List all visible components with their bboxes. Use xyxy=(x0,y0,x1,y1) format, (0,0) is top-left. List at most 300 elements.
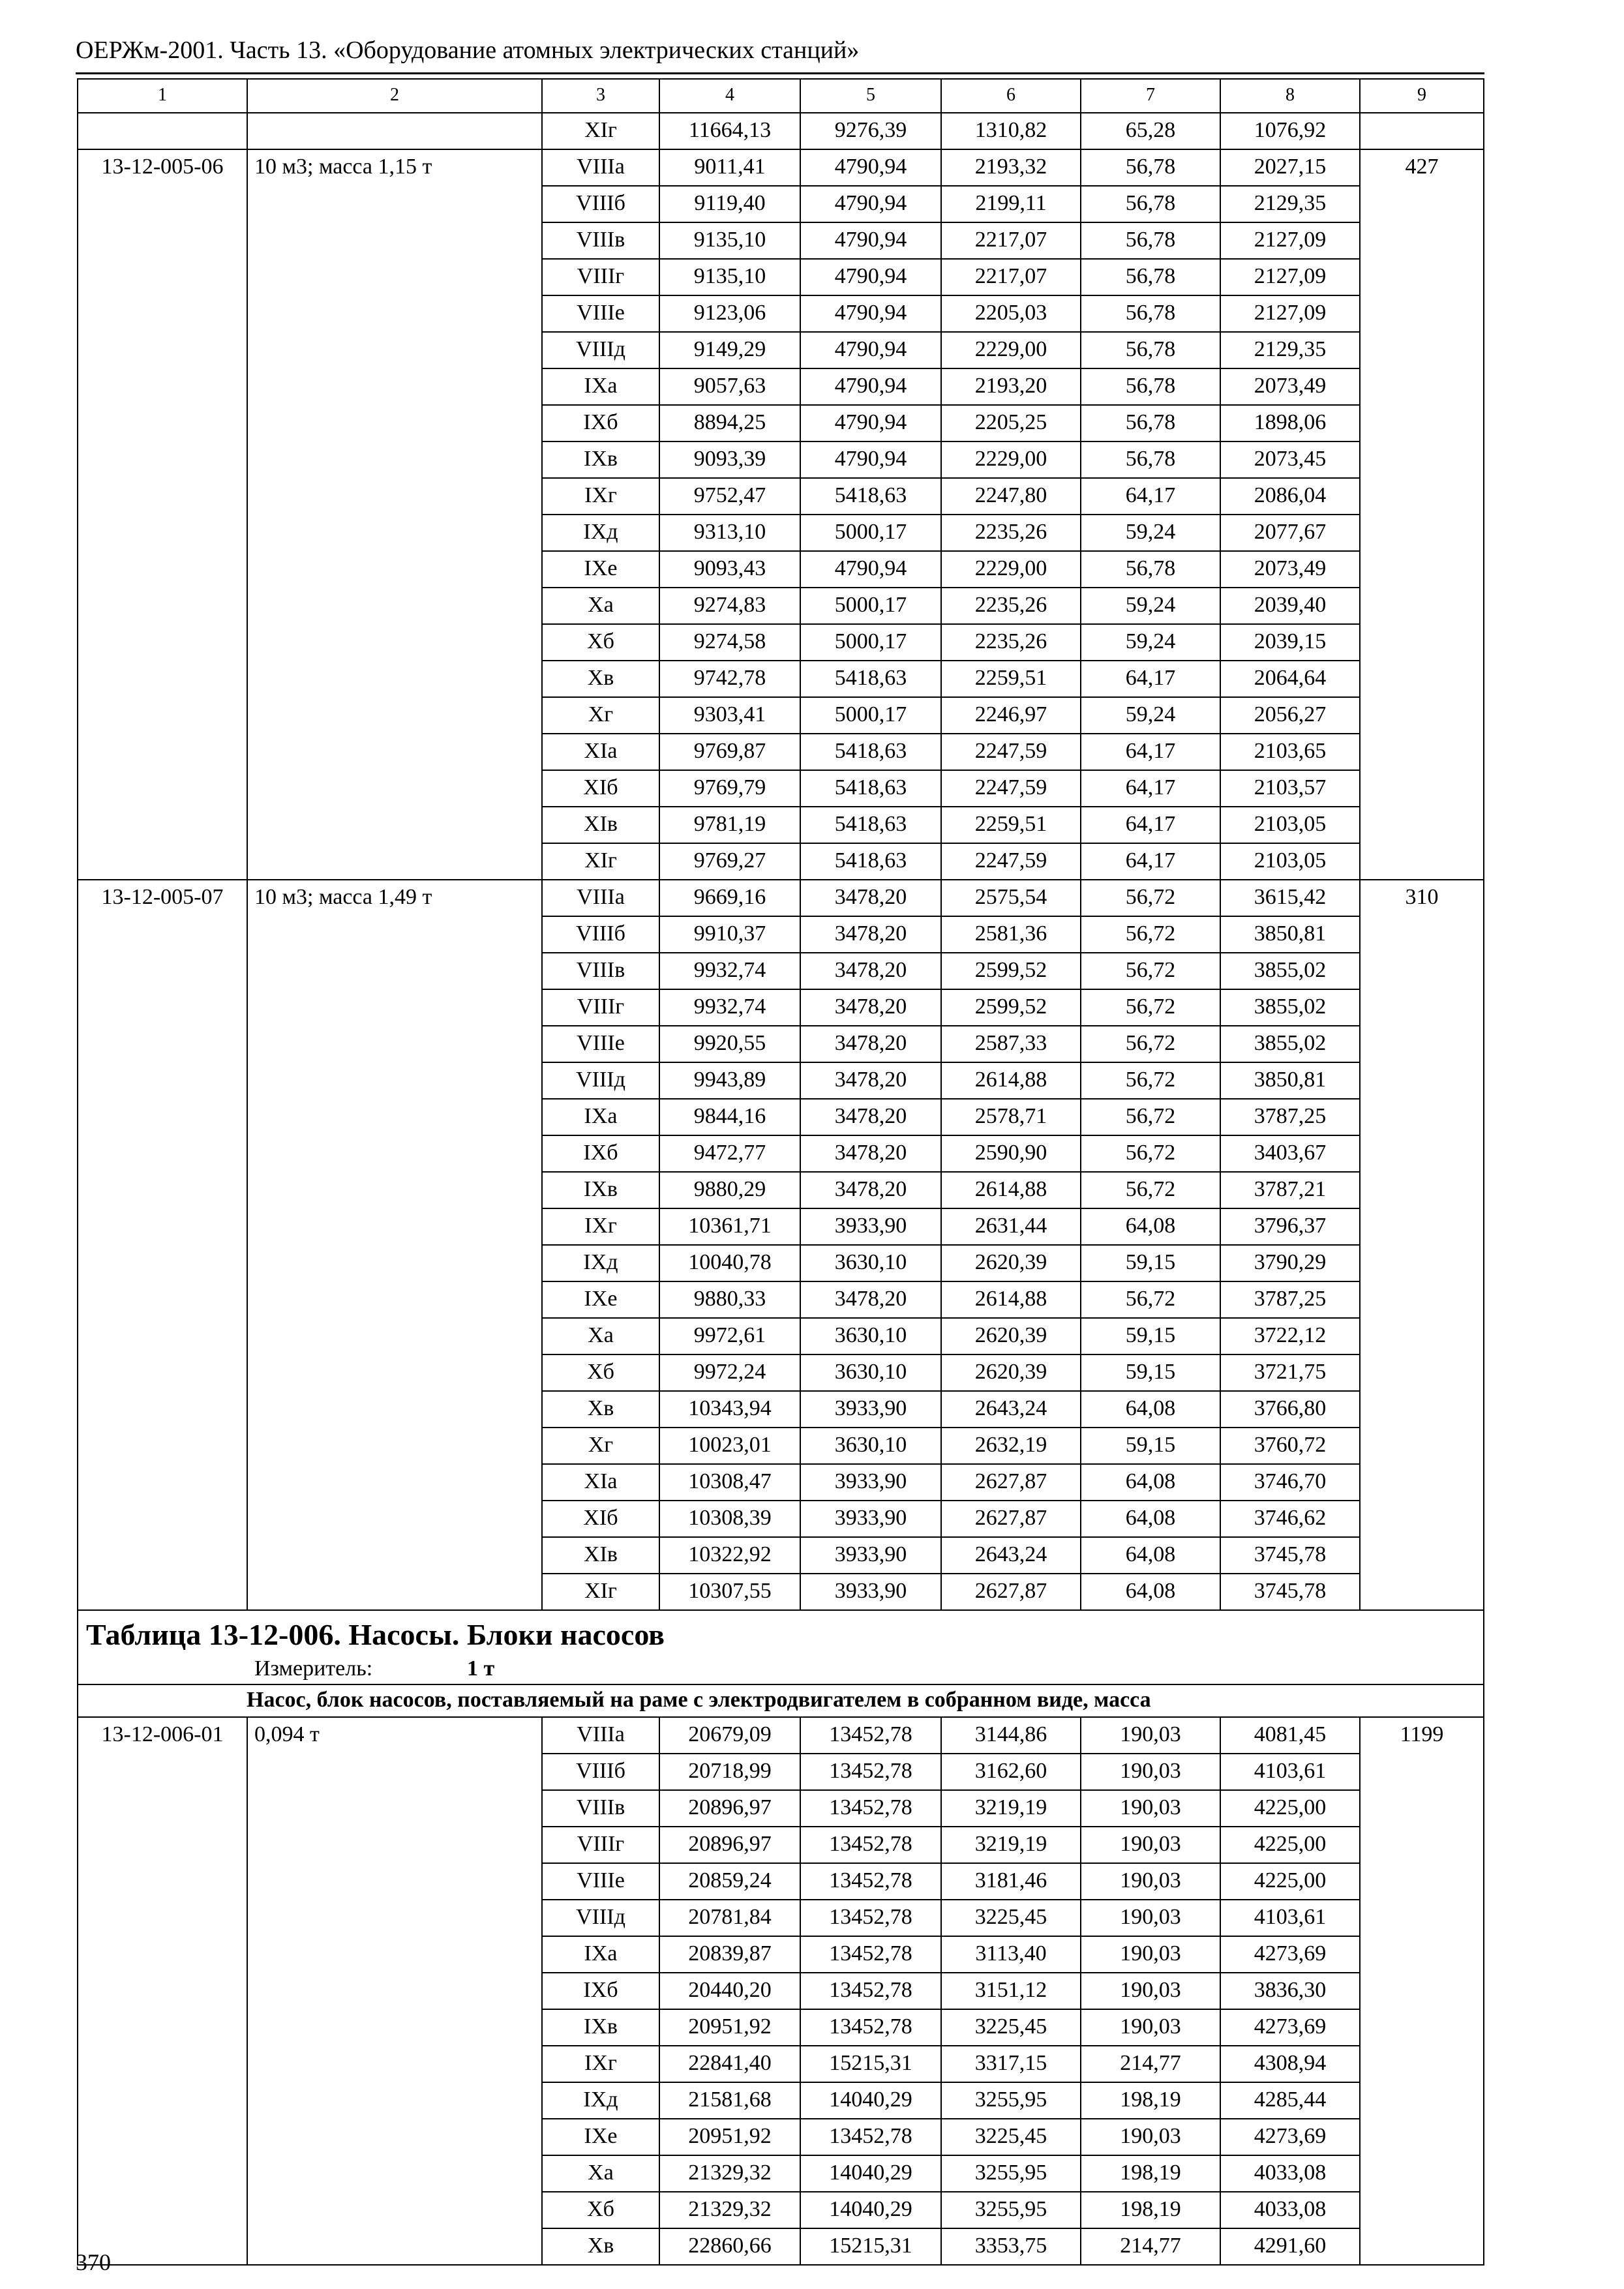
value-cell: 56,78 xyxy=(1081,186,1220,222)
value-cell: 64,17 xyxy=(1081,770,1220,807)
value-cell: 2235,26 xyxy=(941,515,1081,551)
value-cell: 9303,41 xyxy=(659,697,800,734)
value-cell: 4291,60 xyxy=(1220,2228,1360,2265)
value-cell: 9742,78 xyxy=(659,661,800,697)
value-cell: 2193,20 xyxy=(941,368,1081,405)
empty-cell xyxy=(1360,113,1484,149)
value-cell: 2027,15 xyxy=(1220,149,1360,186)
value-cell: 3478,20 xyxy=(800,1135,941,1172)
value-cell: 9752,47 xyxy=(659,478,800,515)
value-cell: 59,15 xyxy=(1081,1318,1220,1354)
value-cell: 5000,17 xyxy=(800,624,941,661)
value-cell: 2620,39 xyxy=(941,1318,1081,1354)
zone-cell: Xв xyxy=(542,661,659,697)
column-number: 9 xyxy=(1360,79,1484,113)
value-cell: 9769,27 xyxy=(659,843,800,880)
value-cell: 20951,92 xyxy=(659,2119,800,2155)
value-cell: 9910,37 xyxy=(659,916,800,953)
value-cell: 2039,40 xyxy=(1220,588,1360,624)
value-cell: 5000,17 xyxy=(800,588,941,624)
unit-line xyxy=(86,1654,1475,1684)
zone-cell: Xг xyxy=(542,1428,659,1464)
value-cell: 9943,89 xyxy=(659,1062,800,1099)
value-cell: 59,15 xyxy=(1081,1354,1220,1391)
value-cell: 190,03 xyxy=(1081,1754,1220,1790)
zone-cell: VIIIд xyxy=(542,332,659,368)
value-cell: 2632,19 xyxy=(941,1428,1081,1464)
zone-cell: VIIIе xyxy=(542,1863,659,1900)
value-cell: 10308,39 xyxy=(659,1501,800,1537)
value-cell: 20679,09 xyxy=(659,1717,800,1754)
value-cell: 2587,33 xyxy=(941,1026,1081,1062)
value-cell: 4790,94 xyxy=(800,551,941,588)
value-cell: 13452,78 xyxy=(800,1790,941,1827)
value-cell: 56,72 xyxy=(1081,953,1220,989)
value-cell: 14040,29 xyxy=(800,2192,941,2228)
rates-table xyxy=(77,78,1484,2266)
value-cell: 4285,44 xyxy=(1220,2082,1360,2119)
value-cell: 3219,19 xyxy=(941,1790,1081,1827)
value-cell: 9972,61 xyxy=(659,1318,800,1354)
value-cell: 9274,83 xyxy=(659,588,800,624)
value-cell: 4790,94 xyxy=(800,332,941,368)
value-cell: 8894,25 xyxy=(659,405,800,441)
value-cell: 214,77 xyxy=(1081,2228,1220,2265)
value-cell: 190,03 xyxy=(1081,2119,1220,2155)
value-cell: 3255,95 xyxy=(941,2192,1081,2228)
value-cell: 2103,05 xyxy=(1220,843,1360,880)
value-cell: 2578,71 xyxy=(941,1099,1081,1135)
value-cell: 2631,44 xyxy=(941,1208,1081,1245)
value-cell: 56,72 xyxy=(1081,916,1220,953)
zone-cell: IXд xyxy=(542,515,659,551)
value-cell: 3225,45 xyxy=(941,1900,1081,1936)
value-cell: 10322,92 xyxy=(659,1537,800,1574)
value-cell: 2229,00 xyxy=(941,332,1081,368)
value-cell: 2620,39 xyxy=(941,1245,1081,1281)
value-cell: 9472,77 xyxy=(659,1135,800,1172)
zone-cell: VIIIд xyxy=(542,1900,659,1936)
value-cell: 2103,57 xyxy=(1220,770,1360,807)
column-9-value: 1199 xyxy=(1360,1717,1484,2265)
value-cell: 3745,78 xyxy=(1220,1574,1360,1610)
value-cell: 2127,09 xyxy=(1220,222,1360,259)
value-cell: 9276,39 xyxy=(800,113,941,149)
value-cell: 2129,35 xyxy=(1220,332,1360,368)
value-cell: 56,72 xyxy=(1081,1099,1220,1135)
value-cell: 13452,78 xyxy=(800,1900,941,1936)
value-cell: 9920,55 xyxy=(659,1026,800,1062)
value-cell: 9149,29 xyxy=(659,332,800,368)
value-cell: 2581,36 xyxy=(941,916,1081,953)
table-title: Таблица 13-12-006. Насосы. Блоки насосов xyxy=(86,1618,665,1651)
value-cell: 13452,78 xyxy=(800,2119,941,2155)
value-cell: 2205,25 xyxy=(941,405,1081,441)
value-cell: 3855,02 xyxy=(1220,953,1360,989)
value-cell: 59,15 xyxy=(1081,1428,1220,1464)
zone-cell: VIIIб xyxy=(542,1754,659,1790)
zone-cell: Xа xyxy=(542,1318,659,1354)
value-cell: 9313,10 xyxy=(659,515,800,551)
value-cell: 56,72 xyxy=(1081,989,1220,1026)
value-cell: 20951,92 xyxy=(659,2009,800,2046)
value-cell: 56,78 xyxy=(1081,259,1220,295)
value-cell: 13452,78 xyxy=(800,1863,941,1900)
value-cell: 9135,10 xyxy=(659,259,800,295)
value-cell: 2627,87 xyxy=(941,1574,1081,1610)
value-cell: 3225,45 xyxy=(941,2009,1081,2046)
value-cell: 20896,97 xyxy=(659,1827,800,1863)
column-9-value: 427 xyxy=(1360,149,1484,880)
value-cell: 2235,26 xyxy=(941,588,1081,624)
empty-cell xyxy=(78,113,247,149)
value-cell: 9880,29 xyxy=(659,1172,800,1208)
value-cell: 59,15 xyxy=(1081,1245,1220,1281)
value-cell: 4225,00 xyxy=(1220,1827,1360,1863)
value-cell: 3630,10 xyxy=(800,1245,941,1281)
unit-label: Измеритель: xyxy=(254,1656,373,1681)
value-cell: 3317,15 xyxy=(941,2046,1081,2082)
zone-cell: IXд xyxy=(542,1245,659,1281)
value-cell: 64,17 xyxy=(1081,661,1220,697)
column-number-row xyxy=(78,79,1484,113)
value-cell: 2575,54 xyxy=(941,880,1081,916)
value-cell: 190,03 xyxy=(1081,1973,1220,2009)
zone-cell: XIв xyxy=(542,807,659,843)
value-cell: 9274,58 xyxy=(659,624,800,661)
column-number: 3 xyxy=(542,79,659,113)
value-cell: 59,24 xyxy=(1081,515,1220,551)
value-cell: 2247,80 xyxy=(941,478,1081,515)
value-cell: 2643,24 xyxy=(941,1537,1081,1574)
value-cell: 2039,15 xyxy=(1220,624,1360,661)
value-cell: 15215,31 xyxy=(800,2046,941,2082)
value-cell: 9011,41 xyxy=(659,149,800,186)
value-cell: 3855,02 xyxy=(1220,989,1360,1026)
value-cell: 4033,08 xyxy=(1220,2155,1360,2192)
value-cell: 2199,11 xyxy=(941,186,1081,222)
value-cell: 9119,40 xyxy=(659,186,800,222)
value-cell: 3855,02 xyxy=(1220,1026,1360,1062)
section-title-cell xyxy=(78,1610,1484,1684)
value-cell: 56,78 xyxy=(1081,551,1220,588)
value-cell: 3850,81 xyxy=(1220,916,1360,953)
zone-cell: IXа xyxy=(542,368,659,405)
value-cell: 3746,62 xyxy=(1220,1501,1360,1537)
value-cell: 5418,63 xyxy=(800,770,941,807)
value-cell: 13452,78 xyxy=(800,1827,941,1863)
value-cell: 56,78 xyxy=(1081,441,1220,478)
value-cell: 14040,29 xyxy=(800,2082,941,2119)
zone-cell: IXб xyxy=(542,1973,659,2009)
section-title-row xyxy=(78,1610,1484,1684)
value-cell: 21329,32 xyxy=(659,2192,800,2228)
zone-cell: VIIIа xyxy=(542,1717,659,1754)
value-cell: 4273,69 xyxy=(1220,2009,1360,2046)
zone-cell: VIIIе xyxy=(542,295,659,332)
column-number: 8 xyxy=(1220,79,1360,113)
value-cell: 3478,20 xyxy=(800,916,941,953)
value-cell: 2103,65 xyxy=(1220,734,1360,770)
value-cell: 4790,94 xyxy=(800,441,941,478)
value-cell: 3722,12 xyxy=(1220,1318,1360,1354)
value-cell: 3478,20 xyxy=(800,1281,941,1318)
value-cell: 2193,32 xyxy=(941,149,1081,186)
value-cell: 3219,19 xyxy=(941,1827,1081,1863)
value-cell: 4308,94 xyxy=(1220,2046,1360,2082)
zone-cell: IXг xyxy=(542,1208,659,1245)
value-cell: 56,72 xyxy=(1081,1172,1220,1208)
value-cell: 3615,42 xyxy=(1220,880,1360,916)
zone-cell: Xа xyxy=(542,2155,659,2192)
value-cell: 4081,45 xyxy=(1220,1717,1360,1754)
value-cell: 2246,97 xyxy=(941,697,1081,734)
value-cell: 2127,09 xyxy=(1220,259,1360,295)
value-cell: 4790,94 xyxy=(800,222,941,259)
value-cell: 13452,78 xyxy=(800,1973,941,2009)
value-cell: 3478,20 xyxy=(800,989,941,1026)
value-cell: 9093,43 xyxy=(659,551,800,588)
value-cell: 4225,00 xyxy=(1220,1863,1360,1900)
column-number: 2 xyxy=(247,79,542,113)
value-cell: 190,03 xyxy=(1081,1790,1220,1827)
value-cell: 190,03 xyxy=(1081,1900,1220,1936)
value-cell: 64,08 xyxy=(1081,1537,1220,1574)
zone-cell: VIIIа xyxy=(542,149,659,186)
page-number: 370 xyxy=(76,2249,111,2275)
value-cell: 3144,86 xyxy=(941,1717,1081,1754)
zone-cell: VIIIг xyxy=(542,259,659,295)
value-cell: 3181,46 xyxy=(941,1863,1081,1900)
subheading-row xyxy=(78,1684,1484,1717)
value-cell: 3478,20 xyxy=(800,1062,941,1099)
value-cell: 2073,49 xyxy=(1220,551,1360,588)
value-cell: 5418,63 xyxy=(800,661,941,697)
value-cell: 5418,63 xyxy=(800,734,941,770)
value-cell: 10307,55 xyxy=(659,1574,800,1610)
value-cell: 20839,87 xyxy=(659,1936,800,1973)
value-cell: 190,03 xyxy=(1081,1717,1220,1754)
value-cell: 2614,88 xyxy=(941,1172,1081,1208)
value-cell: 3630,10 xyxy=(800,1428,941,1464)
table-row xyxy=(78,113,1484,149)
value-cell: 2073,49 xyxy=(1220,368,1360,405)
value-cell: 2077,67 xyxy=(1220,515,1360,551)
value-cell: 3933,90 xyxy=(800,1501,941,1537)
rate-code: 13-12-005-07 xyxy=(78,880,247,1610)
table-row xyxy=(78,1717,1484,1754)
value-cell: 4790,94 xyxy=(800,259,941,295)
value-cell: 2614,88 xyxy=(941,1281,1081,1318)
value-cell: 3933,90 xyxy=(800,1574,941,1610)
zone-cell: XIб xyxy=(542,770,659,807)
value-cell: 56,78 xyxy=(1081,222,1220,259)
zone-cell: IXг xyxy=(542,478,659,515)
zone-cell: VIIIд xyxy=(542,1062,659,1099)
value-cell: 2259,51 xyxy=(941,661,1081,697)
value-cell: 3790,29 xyxy=(1220,1245,1360,1281)
value-cell: 13452,78 xyxy=(800,2009,941,2046)
value-cell: 3255,95 xyxy=(941,2082,1081,2119)
value-cell: 9123,06 xyxy=(659,295,800,332)
value-cell: 3353,75 xyxy=(941,2228,1081,2265)
unit-value: 1 т xyxy=(467,1656,495,1681)
value-cell: 3151,12 xyxy=(941,1973,1081,2009)
value-cell: 13452,78 xyxy=(800,1936,941,1973)
value-cell: 5000,17 xyxy=(800,697,941,734)
value-cell: 190,03 xyxy=(1081,2009,1220,2046)
value-cell: 4790,94 xyxy=(800,368,941,405)
value-cell: 3766,80 xyxy=(1220,1391,1360,1428)
value-cell: 2217,07 xyxy=(941,222,1081,259)
column-9-value: 310 xyxy=(1360,880,1484,1610)
value-cell: 3933,90 xyxy=(800,1208,941,1245)
zone-cell: Xб xyxy=(542,1354,659,1391)
value-cell: 2599,52 xyxy=(941,989,1081,1026)
rate-description: 10 м3; масса 1,49 т xyxy=(247,880,542,1610)
value-cell: 3403,67 xyxy=(1220,1135,1360,1172)
rate-code: 13-12-005-06 xyxy=(78,149,247,880)
value-cell: 10040,78 xyxy=(659,1245,800,1281)
value-cell: 2235,26 xyxy=(941,624,1081,661)
value-cell: 2247,59 xyxy=(941,734,1081,770)
zone-cell: VIIIв xyxy=(542,1790,659,1827)
column-number: 1 xyxy=(78,79,247,113)
value-cell: 190,03 xyxy=(1081,1827,1220,1863)
value-cell: 3478,20 xyxy=(800,1099,941,1135)
zone-cell: Xв xyxy=(542,2228,659,2265)
value-cell: 3787,25 xyxy=(1220,1281,1360,1318)
value-cell: 2073,45 xyxy=(1220,441,1360,478)
value-cell: 9093,39 xyxy=(659,441,800,478)
value-cell: 9057,63 xyxy=(659,368,800,405)
value-cell: 56,78 xyxy=(1081,149,1220,186)
value-cell: 3787,21 xyxy=(1220,1172,1360,1208)
zone-cell: VIIIв xyxy=(542,953,659,989)
value-cell: 2217,07 xyxy=(941,259,1081,295)
value-cell: 1310,82 xyxy=(941,113,1081,149)
zone-cell: XIа xyxy=(542,734,659,770)
value-cell: 64,17 xyxy=(1081,807,1220,843)
value-cell: 10308,47 xyxy=(659,1464,800,1501)
value-cell: 3933,90 xyxy=(800,1537,941,1574)
value-cell: 4790,94 xyxy=(800,295,941,332)
value-cell: 4273,69 xyxy=(1220,1936,1360,1973)
zone-cell: VIIIб xyxy=(542,916,659,953)
zone-cell: IXа xyxy=(542,1099,659,1135)
value-cell: 64,08 xyxy=(1081,1464,1220,1501)
value-cell: 2127,09 xyxy=(1220,295,1360,332)
value-cell: 3255,95 xyxy=(941,2155,1081,2192)
value-cell: 3478,20 xyxy=(800,953,941,989)
zone-cell: Xа xyxy=(542,588,659,624)
value-cell: 2064,64 xyxy=(1220,661,1360,697)
value-cell: 59,24 xyxy=(1081,624,1220,661)
zone-cell: IXв xyxy=(542,441,659,478)
value-cell: 56,72 xyxy=(1081,1026,1220,1062)
value-cell: 56,72 xyxy=(1081,880,1220,916)
zone-cell: XIа xyxy=(542,1464,659,1501)
value-cell: 11664,13 xyxy=(659,113,800,149)
value-cell: 20859,24 xyxy=(659,1863,800,1900)
value-cell: 56,72 xyxy=(1081,1062,1220,1099)
zone-cell: IXе xyxy=(542,1281,659,1318)
value-cell: 21329,32 xyxy=(659,2155,800,2192)
value-cell: 2129,35 xyxy=(1220,186,1360,222)
value-cell: 3630,10 xyxy=(800,1354,941,1391)
value-cell: 10343,94 xyxy=(659,1391,800,1428)
value-cell: 2229,00 xyxy=(941,441,1081,478)
value-cell: 3850,81 xyxy=(1220,1062,1360,1099)
zone-cell: VIIIг xyxy=(542,1827,659,1863)
value-cell: 10023,01 xyxy=(659,1428,800,1464)
zone-cell: VIIIе xyxy=(542,1026,659,1062)
value-cell: 9669,16 xyxy=(659,880,800,916)
value-cell: 2627,87 xyxy=(941,1464,1081,1501)
value-cell: 4225,00 xyxy=(1220,1790,1360,1827)
value-cell: XIг xyxy=(542,113,659,149)
value-cell: 3933,90 xyxy=(800,1464,941,1501)
value-cell: 56,78 xyxy=(1081,295,1220,332)
value-cell: 13452,78 xyxy=(800,1717,941,1754)
value-cell: 56,78 xyxy=(1081,368,1220,405)
value-cell: 22860,66 xyxy=(659,2228,800,2265)
value-cell: 3745,78 xyxy=(1220,1537,1360,1574)
value-cell: 14040,29 xyxy=(800,2155,941,2192)
value-cell: 9769,79 xyxy=(659,770,800,807)
value-cell: 2627,87 xyxy=(941,1501,1081,1537)
header-rule xyxy=(76,72,1484,74)
rate-code: 13-12-006-01 xyxy=(78,1717,247,2265)
rate-description: 0,094 т xyxy=(247,1717,542,2265)
value-cell: 3721,75 xyxy=(1220,1354,1360,1391)
zone-cell: IXе xyxy=(542,551,659,588)
zone-cell: IXе xyxy=(542,2119,659,2155)
value-cell: 56,72 xyxy=(1081,1135,1220,1172)
value-cell: 20440,20 xyxy=(659,1973,800,2009)
value-cell: 2205,03 xyxy=(941,295,1081,332)
zone-cell: XIг xyxy=(542,843,659,880)
zone-cell: Xб xyxy=(542,2192,659,2228)
value-cell: 3796,37 xyxy=(1220,1208,1360,1245)
column-number: 4 xyxy=(659,79,800,113)
value-cell: 56,72 xyxy=(1081,1281,1220,1318)
zone-cell: XIб xyxy=(542,1501,659,1537)
value-cell: 3630,10 xyxy=(800,1318,941,1354)
value-cell: 4790,94 xyxy=(800,186,941,222)
subheading: Насос, блок насосов, поставляемый на раме с электродвигателем в собранном виде, масса xyxy=(78,1684,1484,1717)
value-cell: 13452,78 xyxy=(800,1754,941,1790)
column-number: 7 xyxy=(1081,79,1220,113)
value-cell: 9972,24 xyxy=(659,1354,800,1391)
value-cell: 59,24 xyxy=(1081,697,1220,734)
value-cell: 3113,40 xyxy=(941,1936,1081,1973)
zone-cell: Xб xyxy=(542,624,659,661)
zone-cell: IXв xyxy=(542,2009,659,2046)
zone-cell: IXб xyxy=(542,1135,659,1172)
page-header: ОЕРЖм-2001. Часть 13. «Оборудование атомных электрических станций» xyxy=(76,37,860,64)
value-cell: 2599,52 xyxy=(941,953,1081,989)
zone-cell: IXг xyxy=(542,2046,659,2082)
value-cell: 3478,20 xyxy=(800,880,941,916)
value-cell: 2247,59 xyxy=(941,770,1081,807)
value-cell: 64,08 xyxy=(1081,1391,1220,1428)
value-cell: 5418,63 xyxy=(800,843,941,880)
value-cell: 198,19 xyxy=(1081,2155,1220,2192)
value-cell: 9844,16 xyxy=(659,1099,800,1135)
value-cell: 64,08 xyxy=(1081,1501,1220,1537)
zone-cell: Xг xyxy=(542,697,659,734)
